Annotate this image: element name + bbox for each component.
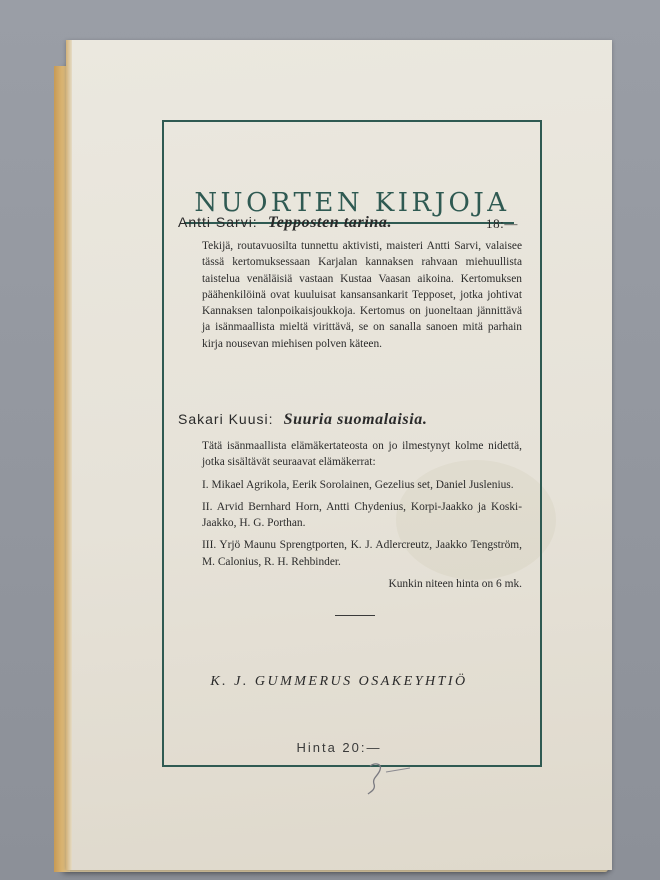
cover-price: Hinta 20:— <box>296 740 382 755</box>
entry2-book: Suuria suomalaisia. <box>283 411 428 428</box>
cover-title: NUORTEN KIRJOJA <box>194 188 510 218</box>
entry2-intro: Tätä isänmaallista elämäkertateosta on jo ilmestynyt kolme nidettä, jotka sisältävät seuraavat elämäkerrat: <box>202 440 522 469</box>
entry1-text: Tekijä, routavuosilta tunnettu aktivisti, maisteri Antti Sarvi, valaisee tässä kertomuksessaan Karjalan kannaksen rahvaan miehuullista taistelua venäläisiä vastaan Kustaa Vaasan aikoina. Kertomuksen päähenkilöinä ovat kuuluisat kansansankarit Tepposet, jotka johtivat Kannaksen talonpoikaisjoukkoja. Kertomus on juoneltaan jännittävä ja isänmaallista mieltä virittävä, se on sanalla sanoen mitä parhain kirja nousevan miehisen polven käteen. <box>202 240 522 350</box>
entry1-price: 18:— <box>485 216 518 231</box>
entry2-volume-2: II. Arvid Bernhard Horn, Antti Chydenius, Korpi-Jaakko ja Koski-Jaakko, H. G. Porthan. <box>202 500 522 530</box>
entry2-author: Sakari Kuusi: <box>178 411 274 427</box>
entry2-volume-1: I. Mikael Agrikola, Eerik Sorolainen, Gezelius set, Daniel Juslenius. <box>202 478 514 491</box>
entry1-heading <box>178 214 528 232</box>
entry2-description <box>202 438 522 598</box>
entry1-book: Tepposten tarina. <box>267 214 393 231</box>
entry2-heading <box>178 411 428 429</box>
pencil-mark-icon <box>366 758 426 798</box>
entry2-price-note: Kunkin niteen hinta on 6 mk. <box>388 578 522 591</box>
entry2-volume-3: III. Yrjö Maunu Sprengtporten, K. J. Adlercreutz, Jaakko Tengström, M. Calonius, R. H. Rehbinder. <box>202 539 522 568</box>
entry1-description <box>202 238 522 358</box>
entry1-author: Antti Sarvi: <box>178 214 258 230</box>
divider-rule <box>335 615 375 616</box>
book-back-cover <box>66 40 612 870</box>
publisher-name: K. J. GUMMERUS OSAKEYHTIÖ <box>210 674 468 689</box>
